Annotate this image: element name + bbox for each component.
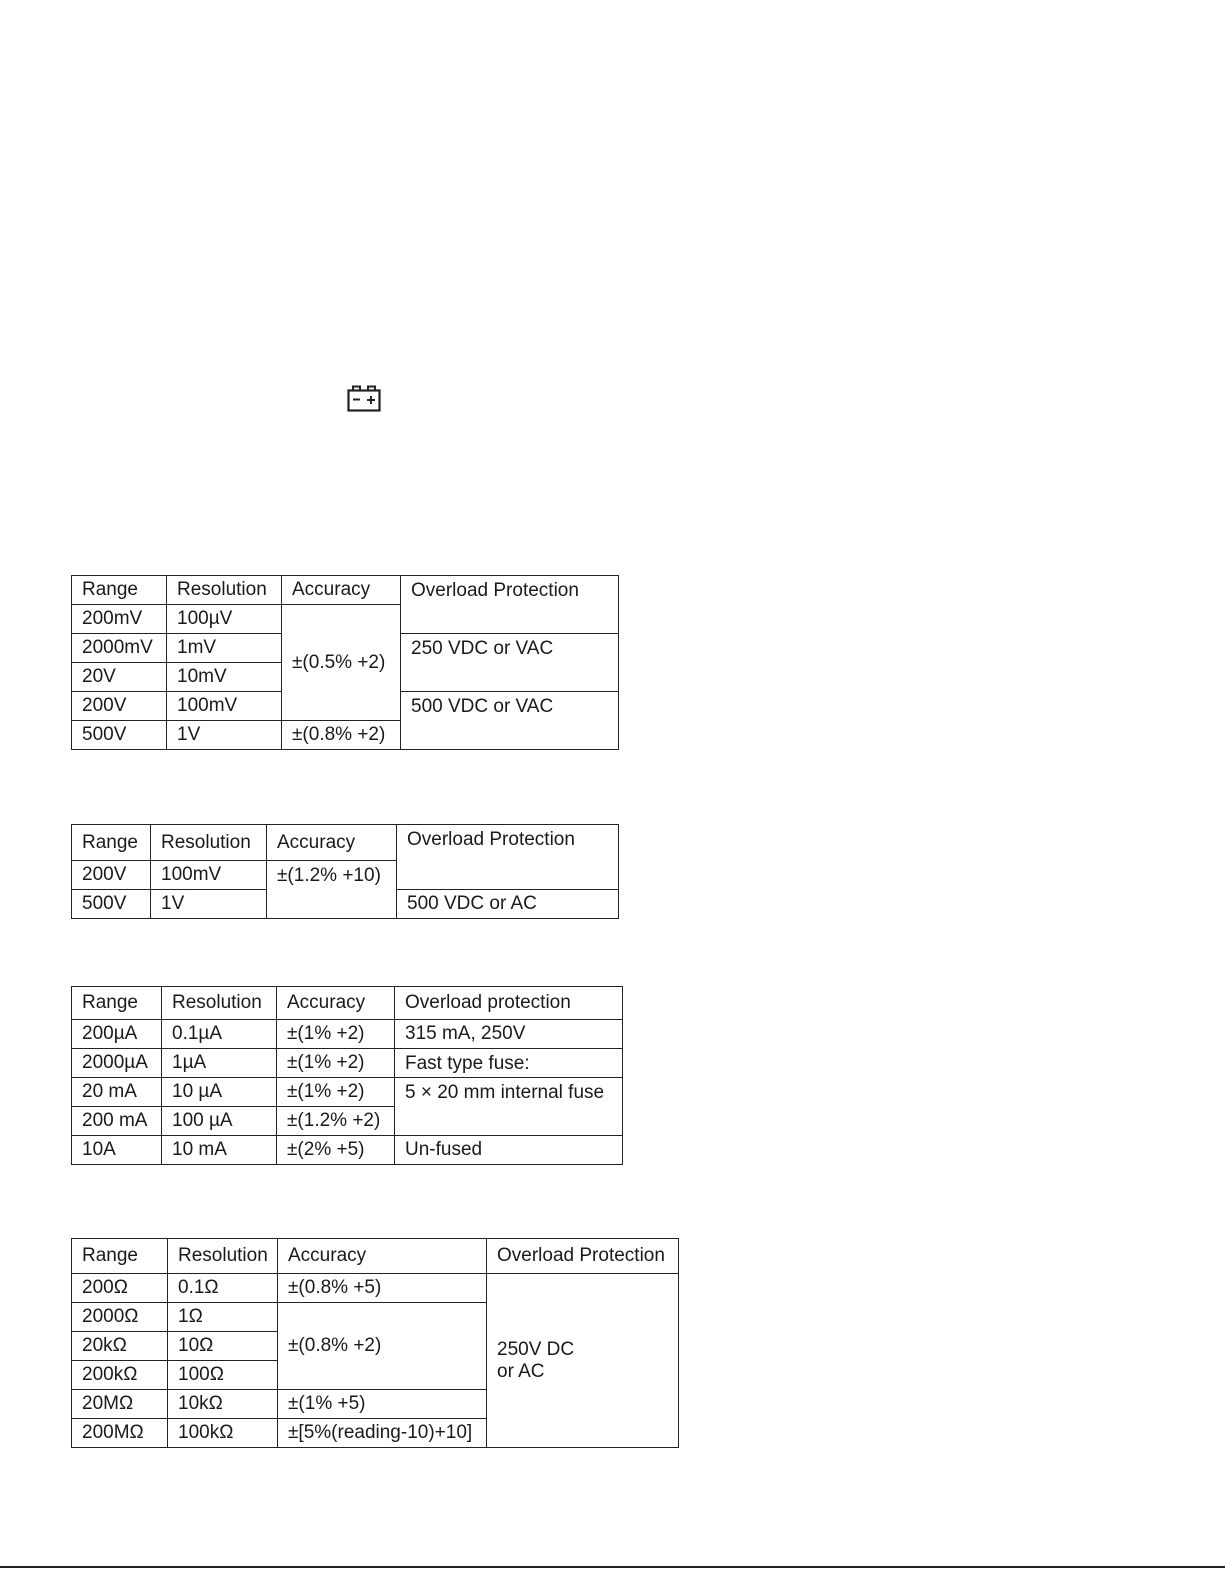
cell-resolution: 10 mA: [162, 1136, 277, 1165]
ac-voltage-table: [71, 824, 619, 919]
header-accuracy: Accuracy: [277, 987, 395, 1020]
table-header-row: [72, 825, 619, 861]
cell-protection: Fast type fuse:: [395, 1049, 623, 1078]
cell-resolution: 100kΩ: [168, 1419, 278, 1448]
cell-resolution: 10kΩ: [168, 1390, 278, 1419]
table-row: [72, 1136, 623, 1165]
header-resolution: Resolution: [167, 576, 282, 605]
cell-protection: 500 VDC or AC: [397, 890, 619, 919]
table-header-row: [72, 1239, 679, 1274]
cell-range: 200V: [72, 861, 151, 890]
cell-accuracy: ±(0.5% +2): [282, 605, 401, 721]
cell-accuracy: ±(1% +2): [277, 1049, 395, 1078]
table-header-row: [72, 987, 623, 1020]
cell-resolution: 100mV: [151, 861, 267, 890]
cell-range: 500V: [72, 721, 167, 750]
header-overload: Overload Protection: [401, 576, 619, 634]
cell-resolution: 1Ω: [168, 1303, 278, 1332]
cell-range: 200 mA: [72, 1107, 162, 1136]
cell-range: 200V: [72, 692, 167, 721]
dc-voltage-table: [71, 575, 619, 750]
cell-range: 200µA: [72, 1020, 162, 1049]
header-resolution: Resolution: [151, 825, 267, 861]
header-overload: Overload Protection: [397, 825, 619, 890]
cell-protection: [487, 1274, 679, 1448]
resistance-table: [71, 1238, 679, 1448]
cell-range: 200mV: [72, 605, 167, 634]
cell-resolution: 100Ω: [168, 1361, 278, 1390]
cell-range: 20 mA: [72, 1078, 162, 1107]
cell-resolution: 1mV: [167, 634, 282, 663]
header-accuracy: Accuracy: [278, 1239, 487, 1274]
cell-resolution: 10Ω: [168, 1332, 278, 1361]
cell-range: 2000mV: [72, 634, 167, 663]
table-row: [72, 1078, 623, 1107]
table-row: [72, 1020, 623, 1049]
cell-accuracy: ±(0.8% +5): [278, 1274, 487, 1303]
footer-rule: [0, 1566, 1225, 1568]
cell-accuracy: ±(1% +5): [278, 1390, 487, 1419]
cell-accuracy: ±(1% +2): [277, 1078, 395, 1107]
cell-protection: Un-fused: [395, 1136, 623, 1165]
header-range: Range: [72, 825, 151, 861]
cell-range: 200Ω: [72, 1274, 168, 1303]
table-row: [72, 1274, 679, 1303]
cell-accuracy: ±(0.8% +2): [282, 721, 401, 750]
cell-range: 500V: [72, 890, 151, 919]
cell-protection: 500 VDC or VAC: [401, 692, 619, 750]
header-range: Range: [72, 576, 167, 605]
cell-accuracy: ±(1.2% +2): [277, 1107, 395, 1136]
cell-protection: 250 VDC or VAC: [401, 634, 619, 692]
table-row: [72, 1049, 623, 1078]
cell-resolution: 100µV: [167, 605, 282, 634]
cell-accuracy: ±(1% +2): [277, 1020, 395, 1049]
cell-resolution: 100mV: [167, 692, 282, 721]
cell-resolution: 0.1µA: [162, 1020, 277, 1049]
cell-resolution: 1V: [151, 890, 267, 919]
header-range: Range: [72, 1239, 168, 1274]
cell-range: 20kΩ: [72, 1332, 168, 1361]
header-accuracy: Accuracy: [282, 576, 401, 605]
cell-resolution: 0.1Ω: [168, 1274, 278, 1303]
protection-line-2: or AC: [497, 1360, 545, 1382]
cell-range: 2000µA: [72, 1049, 162, 1078]
cell-resolution: 1µA: [162, 1049, 277, 1078]
header-overload: Overload protection: [395, 987, 623, 1020]
cell-protection: 5 × 20 mm internal fuse: [395, 1078, 623, 1136]
header-overload: Overload Protection: [487, 1239, 679, 1274]
cell-range: 20V: [72, 663, 167, 692]
cell-accuracy: ±(2% +5): [277, 1136, 395, 1165]
header-accuracy: Accuracy: [267, 825, 397, 861]
header-range: Range: [72, 987, 162, 1020]
cell-range: 10A: [72, 1136, 162, 1165]
table-header-row: [72, 576, 619, 605]
cell-resolution: 10 µA: [162, 1078, 277, 1107]
cell-accuracy: ±[5%(reading-10)+10]: [278, 1419, 487, 1448]
cell-resolution: 1V: [167, 721, 282, 750]
header-resolution: Resolution: [168, 1239, 278, 1274]
header-resolution: Resolution: [162, 987, 277, 1020]
cell-range: 20MΩ: [72, 1390, 168, 1419]
protection-line-1: 250V DC: [497, 1338, 575, 1360]
cell-accuracy: ±(1.2% +10): [267, 861, 397, 919]
cell-range: 200kΩ: [72, 1361, 168, 1390]
cell-range: 2000Ω: [72, 1303, 168, 1332]
battery-icon: [347, 385, 381, 412]
cell-protection: 315 mA, 250V: [395, 1020, 623, 1049]
cell-accuracy: ±(0.8% +2): [278, 1303, 487, 1390]
cell-resolution: 100 µA: [162, 1107, 277, 1136]
cell-resolution: 10mV: [167, 663, 282, 692]
dc-current-table: [71, 986, 623, 1165]
cell-range: 200MΩ: [72, 1419, 168, 1448]
